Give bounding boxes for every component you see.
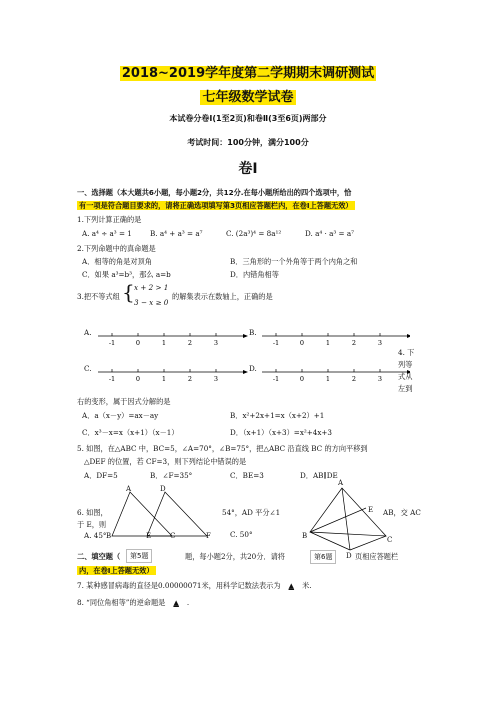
q3-system-line2: 3 − x ≥ 0: [134, 298, 169, 307]
q1-option-a: A. a⁴ ÷ a³ = 1: [82, 229, 132, 238]
q5-label-b: B: [106, 532, 112, 540]
number-line-tick-label: 3: [377, 339, 383, 347]
q1-option-b: B. a⁴ + a³ = a⁷: [150, 229, 203, 238]
q6-stem-line2: 于 E，则: [77, 520, 107, 529]
q6-label-e: E: [368, 506, 374, 514]
q2-option-c: C．如果 a³=b³，那么 a=b: [82, 270, 171, 279]
q4-side-3: 式从: [398, 372, 413, 381]
number-line-tick-label: 1: [161, 339, 167, 347]
number-line-tick-label: 2: [351, 375, 357, 383]
number-line-tick-label: 1: [325, 375, 331, 383]
exam-subtitle: 七年级数学试卷: [202, 90, 294, 105]
number-line-tick-label: 0: [135, 375, 141, 383]
number-line-tick-label: 0: [299, 339, 305, 347]
q4-option-a: A．a（x－y）=ax－ay: [82, 411, 159, 420]
q4-side-4: 左到: [398, 384, 413, 393]
section1-heading-2: 有一项是符合题目要求的，请将正确选项填写第3页相应答题栏内，在卷Ⅰ上答题无效）: [79, 201, 353, 210]
q5-label-e: E: [146, 532, 152, 540]
q5-label-a: A: [126, 485, 132, 493]
q5-option-b: B．∠F=35°: [150, 471, 193, 480]
q1-stem: 1.下列计算正确的是: [77, 215, 142, 224]
number-line-tick-label: -1: [108, 339, 116, 347]
q2-option-d: D．内错角相等: [230, 270, 279, 279]
number-line-tick-label: 3: [213, 339, 219, 347]
q5-label-f: F: [206, 532, 211, 540]
q6-label-c: C: [387, 536, 393, 544]
section2-heading-2: 内，在卷Ⅰ上答题无效）: [79, 566, 154, 575]
number-line-tick-label: 3: [377, 375, 383, 383]
q6-stem-left: 6. 如图，: [77, 508, 108, 517]
q1-option-d: D. a⁴ · a³ = a⁷: [305, 229, 355, 238]
q3-stem-post: 的解集表示在数轴上，正确的是: [172, 292, 273, 301]
q6-option-c: C. 50°: [230, 530, 253, 539]
q3-option-c-label: C.: [84, 364, 92, 373]
number-line-tick-label: 1: [161, 375, 167, 383]
exam-time: 考试时间：100分钟，满分100分: [187, 138, 309, 147]
exam-title: 2018~2019学年度第二学期期末调研测试: [121, 66, 375, 81]
q5-stem-2: △DEF 的位置，若 CF=3，则下列结论中错误的是: [84, 457, 247, 466]
q2-option-b: B．三角形的一个外角等于两个内角之和: [230, 257, 358, 266]
number-line-tick-label: 3: [213, 375, 219, 383]
q3-option-d-label: D.: [249, 364, 257, 373]
q6-label-d: D: [346, 552, 352, 560]
number-line-tick-label: 0: [299, 375, 305, 383]
q6-option-a: A. 45°: [84, 531, 107, 540]
q5-option-c: C．BE=3: [230, 471, 264, 480]
q5-figure-tag: 第5题: [126, 549, 152, 563]
q5-option-d: D．AB∥DE: [300, 471, 338, 480]
section2-heading-right: 页相应答题栏: [355, 552, 399, 561]
q6-label-b: B: [302, 532, 308, 540]
q4-stem: 右的变形，属于因式分解的是: [77, 397, 171, 406]
q5-option-a: A．DF=5: [84, 471, 118, 480]
volume-label: 卷Ⅰ: [238, 161, 258, 177]
q2-option-a: A．相等的角是对顶角: [82, 257, 152, 266]
q8-question: 8. “同位角相等”的逆命题是 ▲ .: [77, 598, 190, 607]
q6-label-a: A: [338, 479, 344, 487]
number-line-tick-label: -1: [272, 375, 280, 383]
number-line-tick-label: -1: [272, 339, 280, 347]
q5-label-d: D: [160, 485, 166, 493]
q7-answer-blank[interactable]: ▲: [288, 581, 295, 590]
q6-stem-right: AB，交 AC: [383, 508, 421, 517]
q8-answer-blank[interactable]: ▲: [173, 598, 179, 607]
q5-label-c: C: [170, 532, 176, 540]
q2-stem: 2.下列命题中的真命题是: [77, 244, 156, 253]
section2-heading-mid: 题，每小题2分，共20分．请将: [185, 552, 285, 561]
q4-side-2: 列等: [398, 360, 413, 369]
q6-figure: [300, 484, 396, 556]
q6-figure-tag: 第6题: [310, 550, 336, 564]
q3-number-lines: [80, 322, 413, 393]
q4-side-1: 4. 下: [398, 348, 415, 357]
number-line-tick-label: 2: [187, 339, 193, 347]
q3-option-a-label: A.: [84, 328, 92, 337]
number-line-tick-label: 2: [351, 339, 357, 347]
q7-question: 7. 某种感冒病毒的直径是0.00000071米，用科学记数法表示为 ▲ 米.: [77, 581, 312, 590]
q3-stem-pre: 3.把不等式组: [77, 292, 120, 301]
q3-option-b-label: B.: [249, 328, 257, 337]
number-line-tick-label: -1: [108, 375, 116, 383]
exam-composition: 本试卷分卷Ⅰ(1至2页)和卷Ⅱ(3至6页)两部分: [169, 114, 327, 123]
q3-system-line1: x + 2 > 1: [134, 283, 169, 292]
brace-icon: {: [122, 280, 135, 304]
q4-option-c: C．x³－x=x（x+1）（x－1）: [82, 428, 179, 437]
number-line-tick-label: 0: [135, 339, 141, 347]
q1-option-c: C. (2a³)⁴ = 8a¹²: [226, 229, 282, 238]
q6-stem-mid: 54°，AD 平分∠1: [222, 508, 281, 517]
number-line-tick-label: 2: [187, 375, 193, 383]
section1-heading-1: 一、选择题（本大题共6小题，每小题2分，共12分.在每小题所给出的四个选项中，恰: [77, 188, 352, 197]
q5-stem-1: 5. 如图，在△ABC 中，BC=5，∠A=70°，∠B=75°，把△ABC 沿直线 BC 的方向平移到: [77, 444, 368, 453]
q4-option-d: D．（x+1）（x+3）=x²+4x+3: [230, 428, 332, 437]
q4-option-b: B．x²+2x+1=x（x+2）+1: [230, 411, 325, 420]
number-line-tick-label: 1: [325, 339, 331, 347]
section2-heading-left: 二、填空题（: [77, 552, 121, 561]
